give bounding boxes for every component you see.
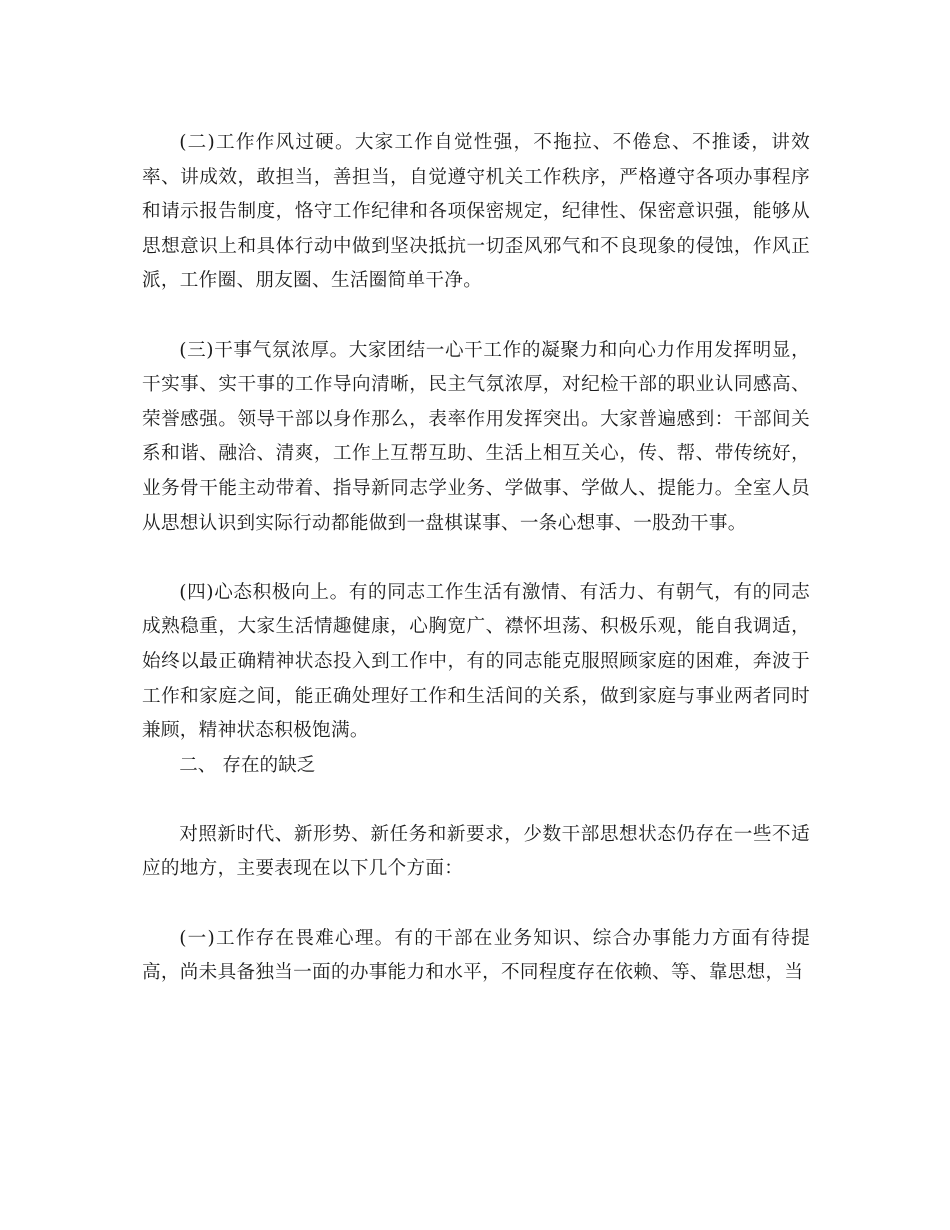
paragraph-intro: 对照新时代、新形势、新任务和新要求，少数干部思想状态仍存在一些不适应的地方，主要表现在以下几个方面： [142,823,810,880]
section-heading: 二、 存在的缺乏 [179,754,316,776]
document-body [142,126,810,991]
paragraph-work-atmosphere: (三)干事气氛浓厚。大家团结一心干工作的凝聚力和向心力作用发挥明显，干实事、实干事的工作导向清晰，民主气氛浓厚，对纪检干部的职业认同感高、荣誉感强。领导干部以身作那么，表率作用发挥突出。大家普遍感到：干部间关系和谐、融洽、清爽，工作上互帮互助、生活上相互关心，传、帮、带传统好，业务骨干能主动带着、指导新同志学业务、学做事、学做人、提能力。全室人员从思想认识到实际行动都能做到一盘棋谋事、一条心想事、一股劲干事。 [142,339,810,534]
paragraph-item-one: (一)工作存在畏难心理。有的干部在业务知识、综合办事能力方面有待提高，尚未具备独当一面的办事能力和水平，不同程度存在依赖、等、靠思想，当 [142,927,810,984]
paragraph-positive-mindset: (四)心态积极向上。有的同志工作生活有激情、有活力、有朝气，有的同志成熟稳重，大家生活情趣健康，心胸宽广、襟怀坦荡、积极乐观，能自我调适，始终以最正确精神状态投入到工作中，有的同志能克服照顾家庭的困难，奔波于工作和家庭之间，能正确处理好工作和生活间的关系，做到家庭与事业两者同时兼顾，精神状态积极饱满。 [142,581,810,742]
paragraph-work-style: (二)工作作风过硬。大家工作自觉性强，不拖拉、不倦怠、不推诿，讲效率、讲成效，敢担当，善担当，自觉遵守机关工作秩序，严格遵守各项办事程序和请示报告制度，恪守工作纪律和各项保密规定，纪律性、保密意识强，能够从思想意识上和具体行动中做到坚决抵抗一切歪风邪气和不良现象的侵蚀，作风正派，工作圈、朋友圈、生活圈简单干净。 [142,132,810,292]
